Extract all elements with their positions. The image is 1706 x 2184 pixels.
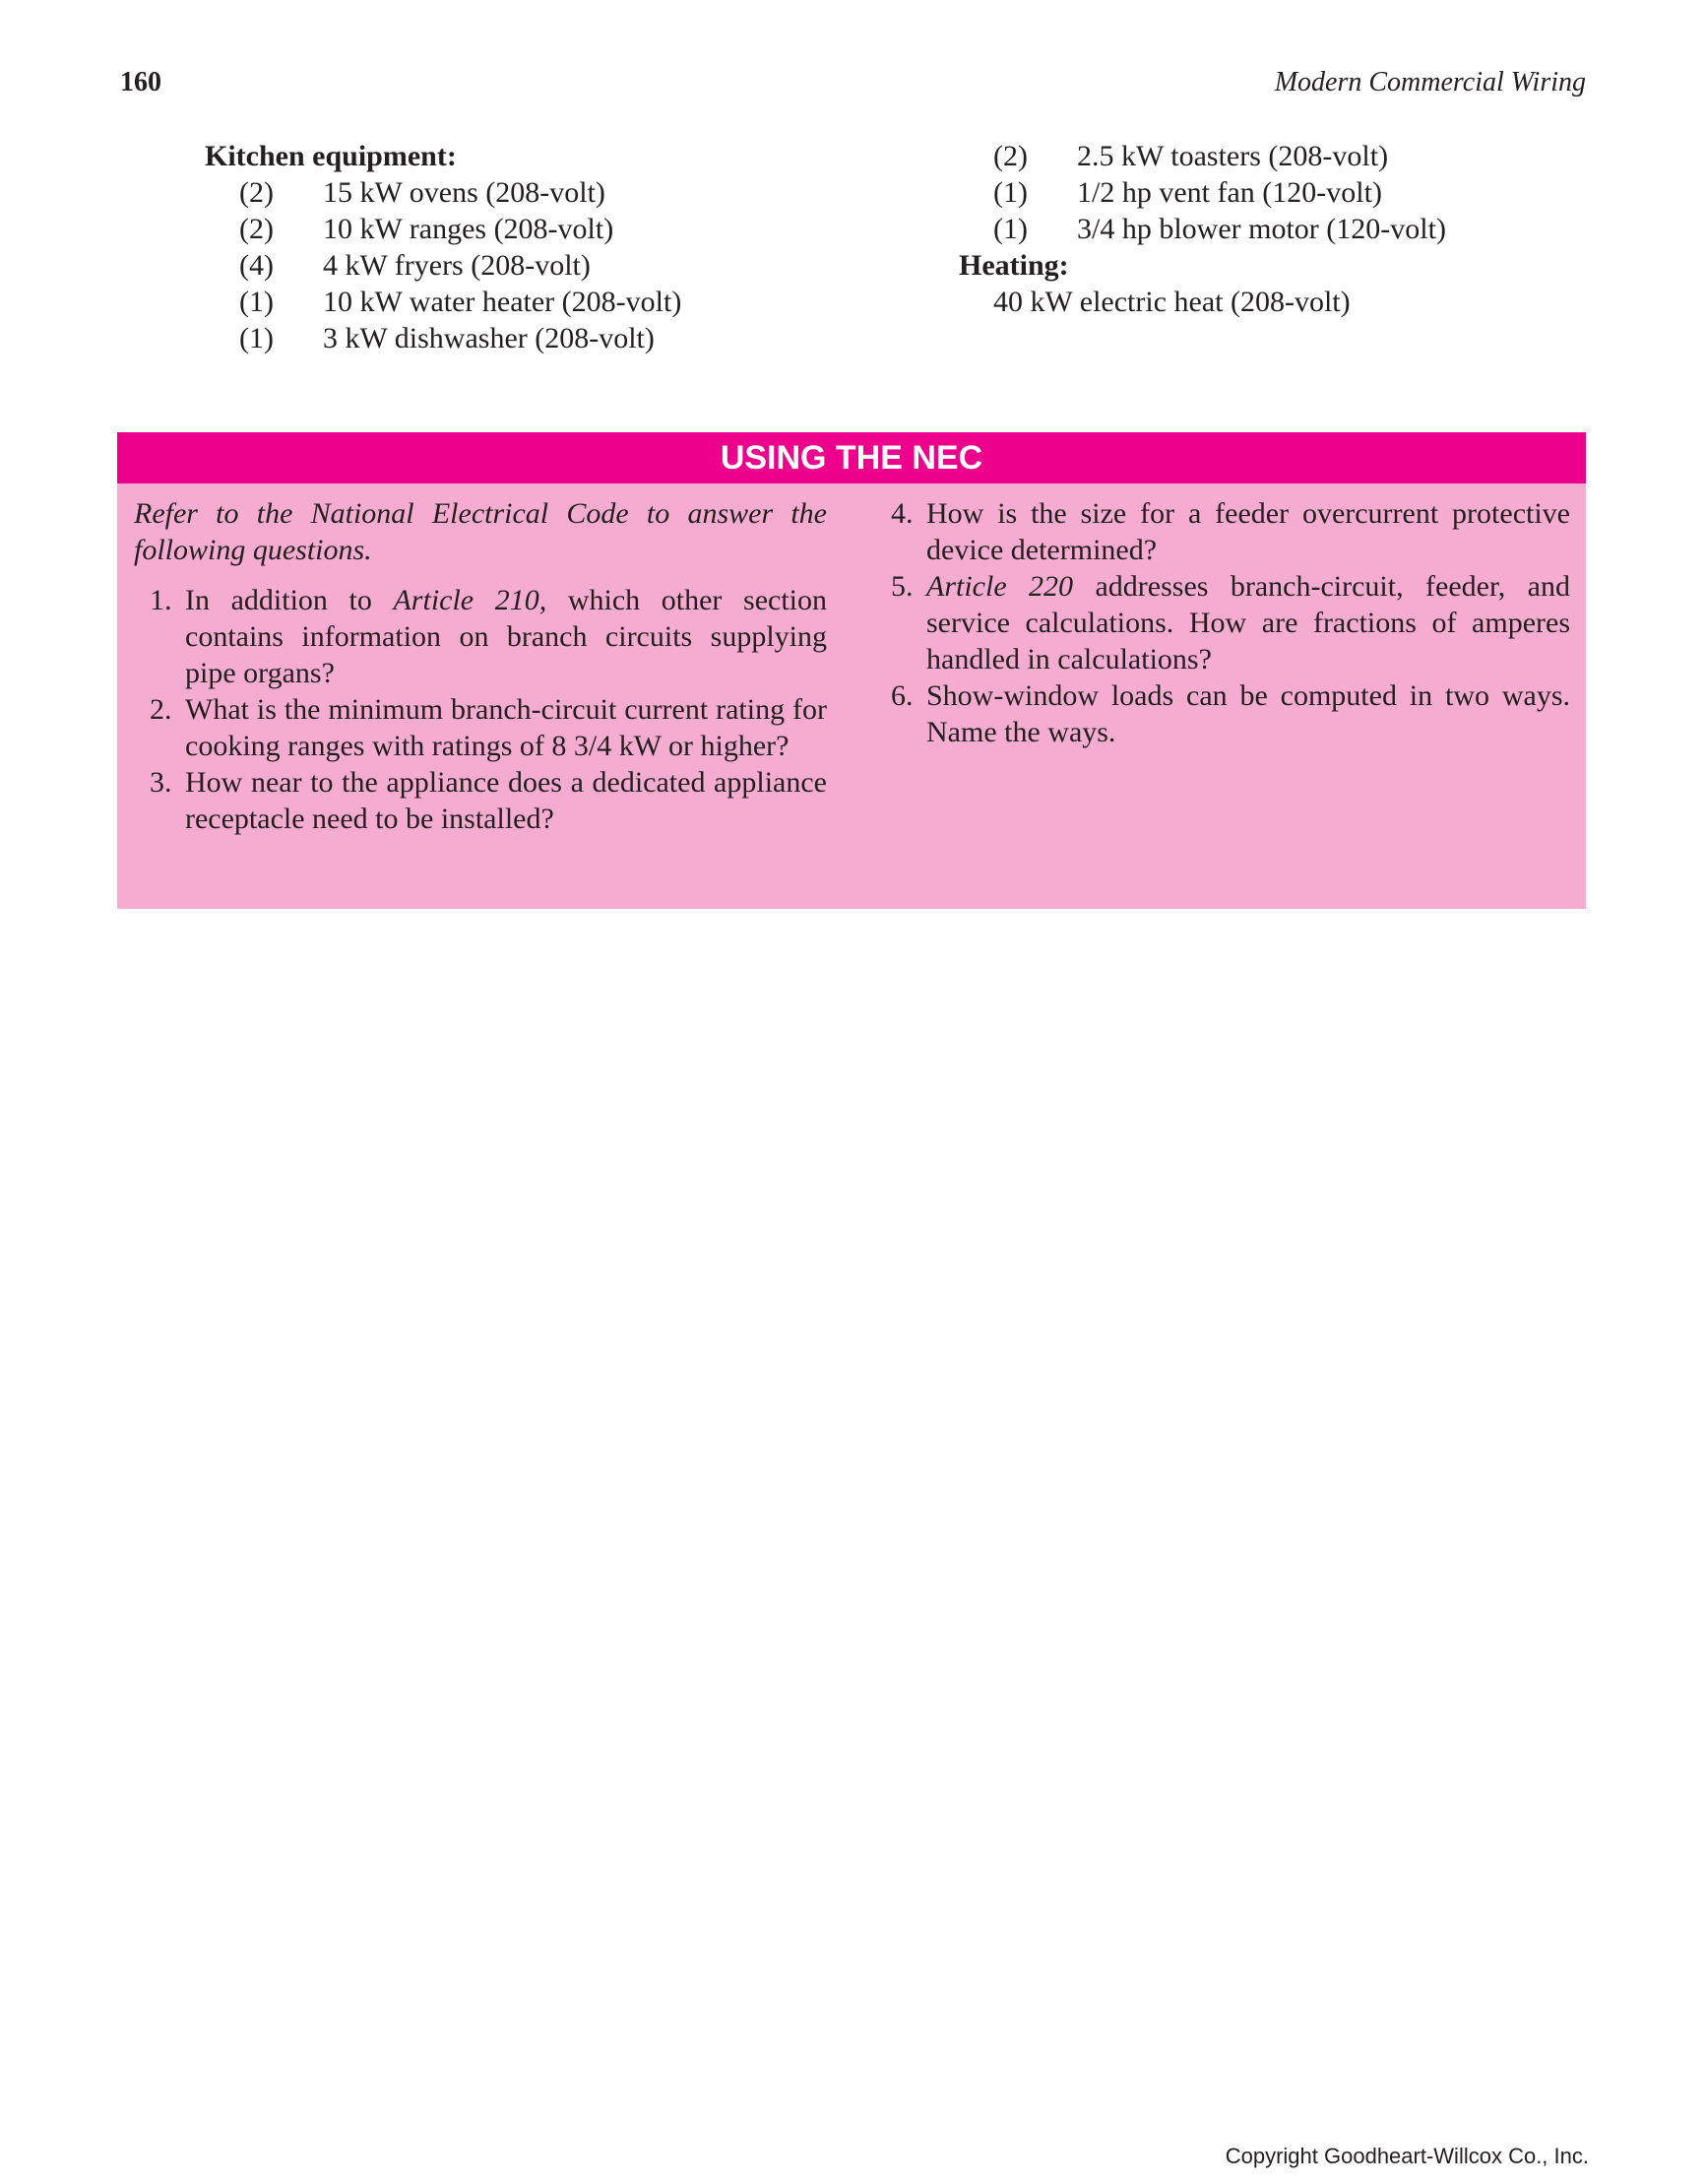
- equipment-desc: 2.5 kW toasters (208-volt): [1077, 140, 1389, 172]
- equipment-desc: 10 kW water heater (208-volt): [323, 286, 682, 318]
- kitchen-equipment-list: [205, 138, 681, 356]
- equipment-item: [959, 138, 1446, 174]
- heating-desc: 40 kW electric heat (208-volt): [993, 286, 1351, 318]
- nec-box-title: USING THE NEC: [117, 432, 1586, 483]
- equipment-qty: (1): [993, 213, 1028, 245]
- equipment-desc: 15 kW ovens (208-volt): [323, 176, 605, 209]
- question-number: 6.: [891, 679, 914, 712]
- question-text: What is the minimum branch-circuit current rating for cooking ranges with ratings of 8 3/4 kW or higher?: [185, 693, 827, 762]
- equipment-desc: 3 kW dishwasher (208-volt): [323, 322, 655, 354]
- question-text: Show-window loads can be computed in two ways. Name the ways.: [926, 679, 1570, 748]
- equipment-qty: (2): [239, 213, 274, 245]
- equipment-desc: 3/4 hp blower motor (120-volt): [1077, 213, 1446, 245]
- equipment-item: [205, 320, 681, 356]
- equipment-qty: (2): [993, 140, 1028, 172]
- nec-questions-left-column: [134, 495, 827, 837]
- equipment-desc: 10 kW ranges (208-volt): [323, 213, 614, 245]
- equipment-item: [205, 211, 681, 247]
- nec-question-1: [134, 582, 827, 691]
- equipment-item: [959, 211, 1446, 247]
- question-text: In addition to Article 210, which other section contains information on branch circuits supplying pipe organs?: [185, 584, 827, 689]
- nec-question-3: [134, 764, 827, 837]
- equipment-qty: (4): [239, 249, 274, 282]
- nec-question-6: [891, 677, 1570, 750]
- question-number: 5.: [891, 570, 914, 603]
- equipment-qty: (1): [993, 176, 1028, 209]
- equipment-item: [205, 174, 681, 211]
- equipment-qty: (2): [239, 176, 274, 209]
- nec-questions-right-column: [891, 495, 1570, 750]
- question-text: How is the size for a feeder overcurrent protective device determined?: [926, 497, 1570, 566]
- nec-question-4: [891, 495, 1570, 568]
- equipment-item: [205, 284, 681, 320]
- equipment-desc: 1/2 hp vent fan (120-volt): [1077, 176, 1382, 209]
- question-number: 1.: [150, 584, 172, 616]
- question-number: 2.: [150, 693, 172, 726]
- question-number: 3.: [150, 766, 172, 799]
- kitchen-heading: Kitchen equipment:: [205, 140, 457, 172]
- heating-heading: Heating:: [959, 249, 1069, 282]
- page-number: 160: [120, 67, 161, 97]
- running-head: Modern Commercial Wiring: [1274, 67, 1586, 97]
- equipment-qty: (1): [239, 322, 274, 354]
- question-text: How near to the appliance does a dedicated appliance receptacle need to be installed?: [185, 766, 827, 835]
- nec-question-5: [891, 568, 1570, 677]
- equipment-item: [959, 174, 1446, 211]
- equipment-desc: 4 kW fryers (208-volt): [323, 249, 591, 282]
- nec-intro: Refer to the National Electrical Code to answer the following questions.: [134, 497, 827, 566]
- nec-question-2: [134, 691, 827, 764]
- copyright-notice: Copyright Goodheart-Willcox Co., Inc.: [1225, 2144, 1589, 2168]
- question-text: Article 220 addresses branch-circuit, feeder, and service calculations. How are fractions of amperes handled in calculations?: [926, 570, 1570, 675]
- using-the-nec-box: [117, 432, 1586, 909]
- equipment-item: [205, 247, 681, 284]
- question-number: 4.: [891, 497, 914, 530]
- kitchen-equipment-list-continued: [959, 138, 1446, 320]
- equipment-qty: (1): [239, 286, 274, 318]
